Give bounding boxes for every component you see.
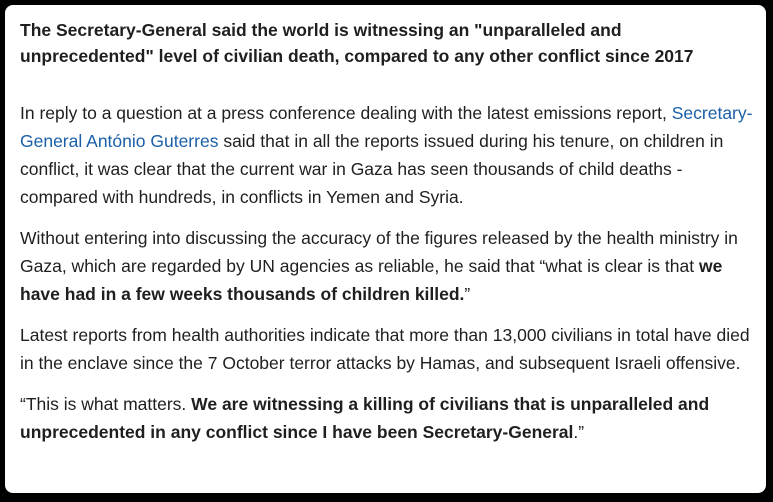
paragraph-2: [20, 224, 754, 308]
paragraph-1-text-after: said that in all the reports issued during his tenure, on children in conflict, it was clear that the current war in Gaza has seen thousands of child deaths - compared with hundreds, in conflicts in Yemen and Syria.: [20, 131, 724, 207]
paragraph-4-bold-quote: We are witnessing a killing of civilians that is unparalleled and unprecedented in any conflict since I have been Secretary-General: [20, 394, 710, 442]
article-headline: The Secretary-General said the world is witnessing an "unparalleled and unprecedented" level of civilian death, compared to any other conflict since 2017: [20, 20, 694, 66]
article-card: [5, 5, 766, 493]
paragraph-2-text-before: Without entering into discussing the accuracy of the figures released by the health ministry in Gaza, which are regarded by UN agencies as reliable, he said that “what is clear is that: [20, 228, 738, 276]
paragraph-4-text-after: .”: [573, 422, 585, 442]
paragraph-1: [20, 99, 754, 211]
paragraph-1-text-before: In reply to a question at a press conference dealing with the latest emissions report,: [20, 103, 672, 123]
paragraph-2-bold-quote: we have had in a few weeks thousands of children killed.: [20, 256, 723, 304]
paragraph-4: [20, 390, 754, 446]
guterres-link[interactable]: Secretary-General António Guterres: [20, 103, 753, 151]
paragraph-4-text-before: “This is what matters.: [20, 394, 192, 414]
paragraph-3: [20, 321, 754, 377]
paragraph-3-text: Latest reports from health authorities indicate that more than 13,000 civilians in total have died in the enclave since the 7 October terror attacks by Hamas, and subsequent Israeli offensive.: [20, 325, 750, 373]
paragraph-2-text-after: ”: [464, 284, 471, 304]
